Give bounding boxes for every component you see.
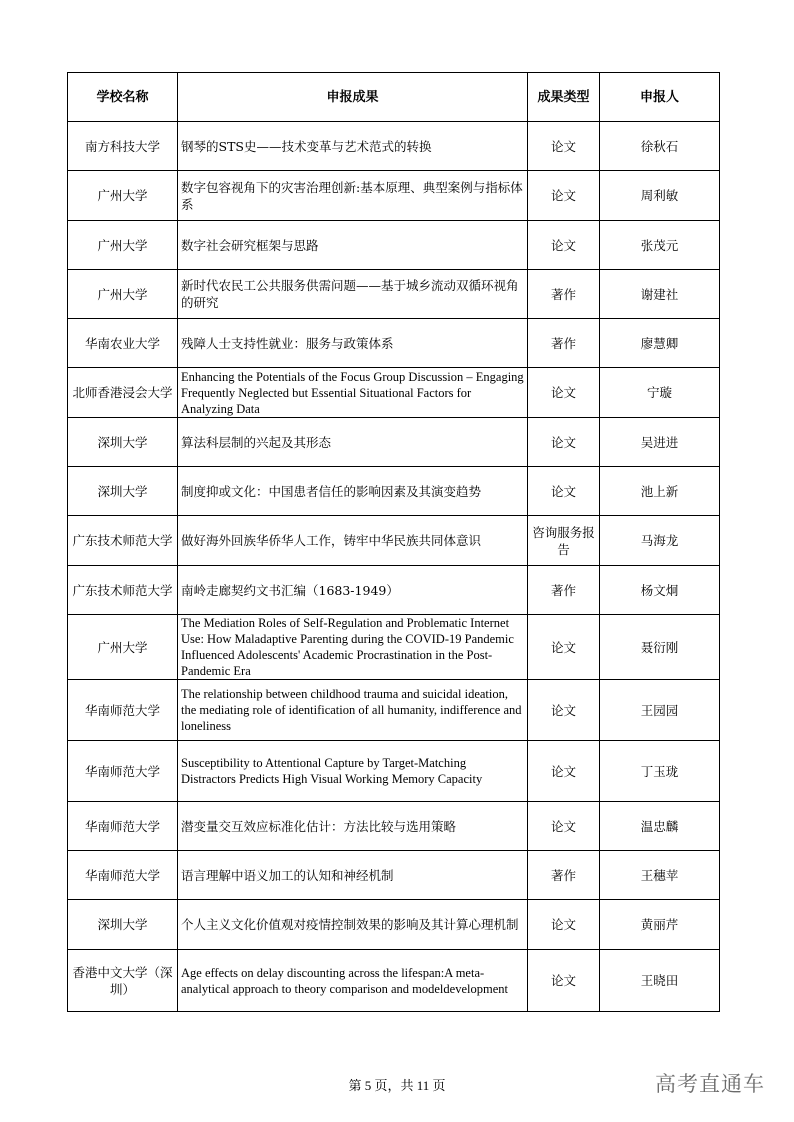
cell-type: 著作: [528, 319, 600, 368]
cell-type: 论文: [528, 680, 600, 741]
table-row: [68, 171, 720, 221]
table-header-row: [68, 73, 720, 122]
cell-type: 论文: [528, 122, 600, 171]
cell-school: 华南师范大学: [68, 802, 178, 851]
cell-school: 广州大学: [68, 270, 178, 319]
cell-title: 语言理解中语义加工的认知和神经机制: [178, 851, 528, 900]
cell-title: 钢琴的STS史——技术变革与艺术范式的转换: [178, 122, 528, 171]
cell-type: 论文: [528, 615, 600, 680]
cell-type: 著作: [528, 270, 600, 319]
cell-school: 广州大学: [68, 615, 178, 680]
table-row: [68, 516, 720, 566]
cell-title: The Mediation Roles of Self-Regulation and Problematic Internet Use: How Maladaptive Parenting during the COVID-19 Pandemic Influenced Adolescents' Academic Procrastination in the Post-Pandemic Era: [178, 615, 528, 680]
table-body: [68, 122, 720, 1012]
table-row: [68, 950, 720, 1012]
cell-applicant: 聂衍刚: [600, 615, 720, 680]
cell-type: 论文: [528, 950, 600, 1012]
header-title: 申报成果: [178, 73, 528, 122]
cell-type: 论文: [528, 171, 600, 221]
table-row: [68, 368, 720, 418]
cell-school: 深圳大学: [68, 900, 178, 950]
table-row: [68, 566, 720, 615]
cell-school: 深圳大学: [68, 467, 178, 516]
cell-school: 南方科技大学: [68, 122, 178, 171]
cell-applicant: 马海龙: [600, 516, 720, 566]
cell-applicant: 王穗苹: [600, 851, 720, 900]
cell-school: 北师香港浸会大学: [68, 368, 178, 418]
cell-type: 论文: [528, 900, 600, 950]
table-row: [68, 221, 720, 270]
cell-title: 做好海外回族华侨华人工作，铸牢中华民族共同体意识: [178, 516, 528, 566]
cell-applicant: 黄丽芹: [600, 900, 720, 950]
cell-title: 南岭走廊契约文书汇编（1683-1949）: [178, 566, 528, 615]
cell-applicant: 谢建社: [600, 270, 720, 319]
cell-school: 华南农业大学: [68, 319, 178, 368]
cell-title: Age effects on delay discounting across the lifespan:A meta-analytical approach to theory comparison and modeldevelopment: [178, 950, 528, 1012]
page-number: 第 5 页，共 11 页: [348, 1078, 446, 1093]
cell-title: 数字社会研究框架与思路: [178, 221, 528, 270]
cell-applicant: 廖慧卿: [600, 319, 720, 368]
cell-title: 潜变量交互效应标准化估计：方法比较与选用策略: [178, 802, 528, 851]
cell-applicant: 吴进进: [600, 418, 720, 467]
cell-applicant: 宁璇: [600, 368, 720, 418]
cell-type: 论文: [528, 467, 600, 516]
table-row: [68, 270, 720, 319]
header-applicant: 申报人: [600, 73, 720, 122]
header-type: 成果类型: [528, 73, 600, 122]
table-row: [68, 467, 720, 516]
table-row: [68, 418, 720, 467]
cell-type: 著作: [528, 566, 600, 615]
cell-applicant: 池上新: [600, 467, 720, 516]
cell-applicant: 丁玉珑: [600, 741, 720, 802]
cell-type: 论文: [528, 741, 600, 802]
cell-school: 广州大学: [68, 221, 178, 270]
cell-title: 残障人士支持性就业：服务与政策体系: [178, 319, 528, 368]
header-school: 学校名称: [68, 73, 178, 122]
cell-applicant: 徐秋石: [600, 122, 720, 171]
table-row: [68, 680, 720, 741]
cell-title: 制度抑或文化：中国患者信任的影响因素及其演变趋势: [178, 467, 528, 516]
cell-type: 论文: [528, 368, 600, 418]
cell-applicant: 王园园: [600, 680, 720, 741]
table-row: [68, 122, 720, 171]
cell-type: 论文: [528, 802, 600, 851]
cell-school: 广州大学: [68, 171, 178, 221]
cell-title: 个人主义文化价值观对疫情控制效果的影响及其计算心理机制: [178, 900, 528, 950]
cell-school: 深圳大学: [68, 418, 178, 467]
cell-applicant: 杨文炯: [600, 566, 720, 615]
cell-applicant: 王晓田: [600, 950, 720, 1012]
cell-title: The relationship between childhood trauma and suicidal ideation, the mediating role of identification of all humanity, indifference and loneliness: [178, 680, 528, 741]
cell-type: 论文: [528, 221, 600, 270]
cell-title: 算法科层制的兴起及其形态: [178, 418, 528, 467]
table-row: [68, 802, 720, 851]
cell-school: 广东技术师范大学: [68, 566, 178, 615]
cell-applicant: 周利敏: [600, 171, 720, 221]
cell-type: 论文: [528, 418, 600, 467]
cell-school: 华南师范大学: [68, 851, 178, 900]
cell-applicant: 张茂元: [600, 221, 720, 270]
cell-school: 华南师范大学: [68, 741, 178, 802]
table-row: [68, 851, 720, 900]
cell-applicant: 温忠麟: [600, 802, 720, 851]
cell-title: 数字包容视角下的灾害治理创新:基本原理、典型案例与指标体系: [178, 171, 528, 221]
table-row: [68, 615, 720, 680]
table-row: [68, 741, 720, 802]
cell-school: 华南师范大学: [68, 680, 178, 741]
watermark-text: 高考直通车: [655, 1072, 765, 1096]
results-table: [67, 72, 720, 1012]
cell-school: 香港中文大学（深圳）: [68, 950, 178, 1012]
table-row: [68, 319, 720, 368]
cell-title: 新时代农民工公共服务供需问题——基于城乡流动双循环视角的研究: [178, 270, 528, 319]
table-row: [68, 900, 720, 950]
cell-title: Enhancing the Potentials of the Focus Group Discussion – Engaging Frequently Neglected but Essential Situational Factors for Analyzing Data: [178, 368, 528, 418]
cell-school: 广东技术师范大学: [68, 516, 178, 566]
cell-type: 著作: [528, 851, 600, 900]
cell-type: 咨询服务报告: [528, 516, 600, 566]
cell-title: Susceptibility to Attentional Capture by Target-Matching Distractors Predicts High Visual Working Memory Capacity: [178, 741, 528, 802]
